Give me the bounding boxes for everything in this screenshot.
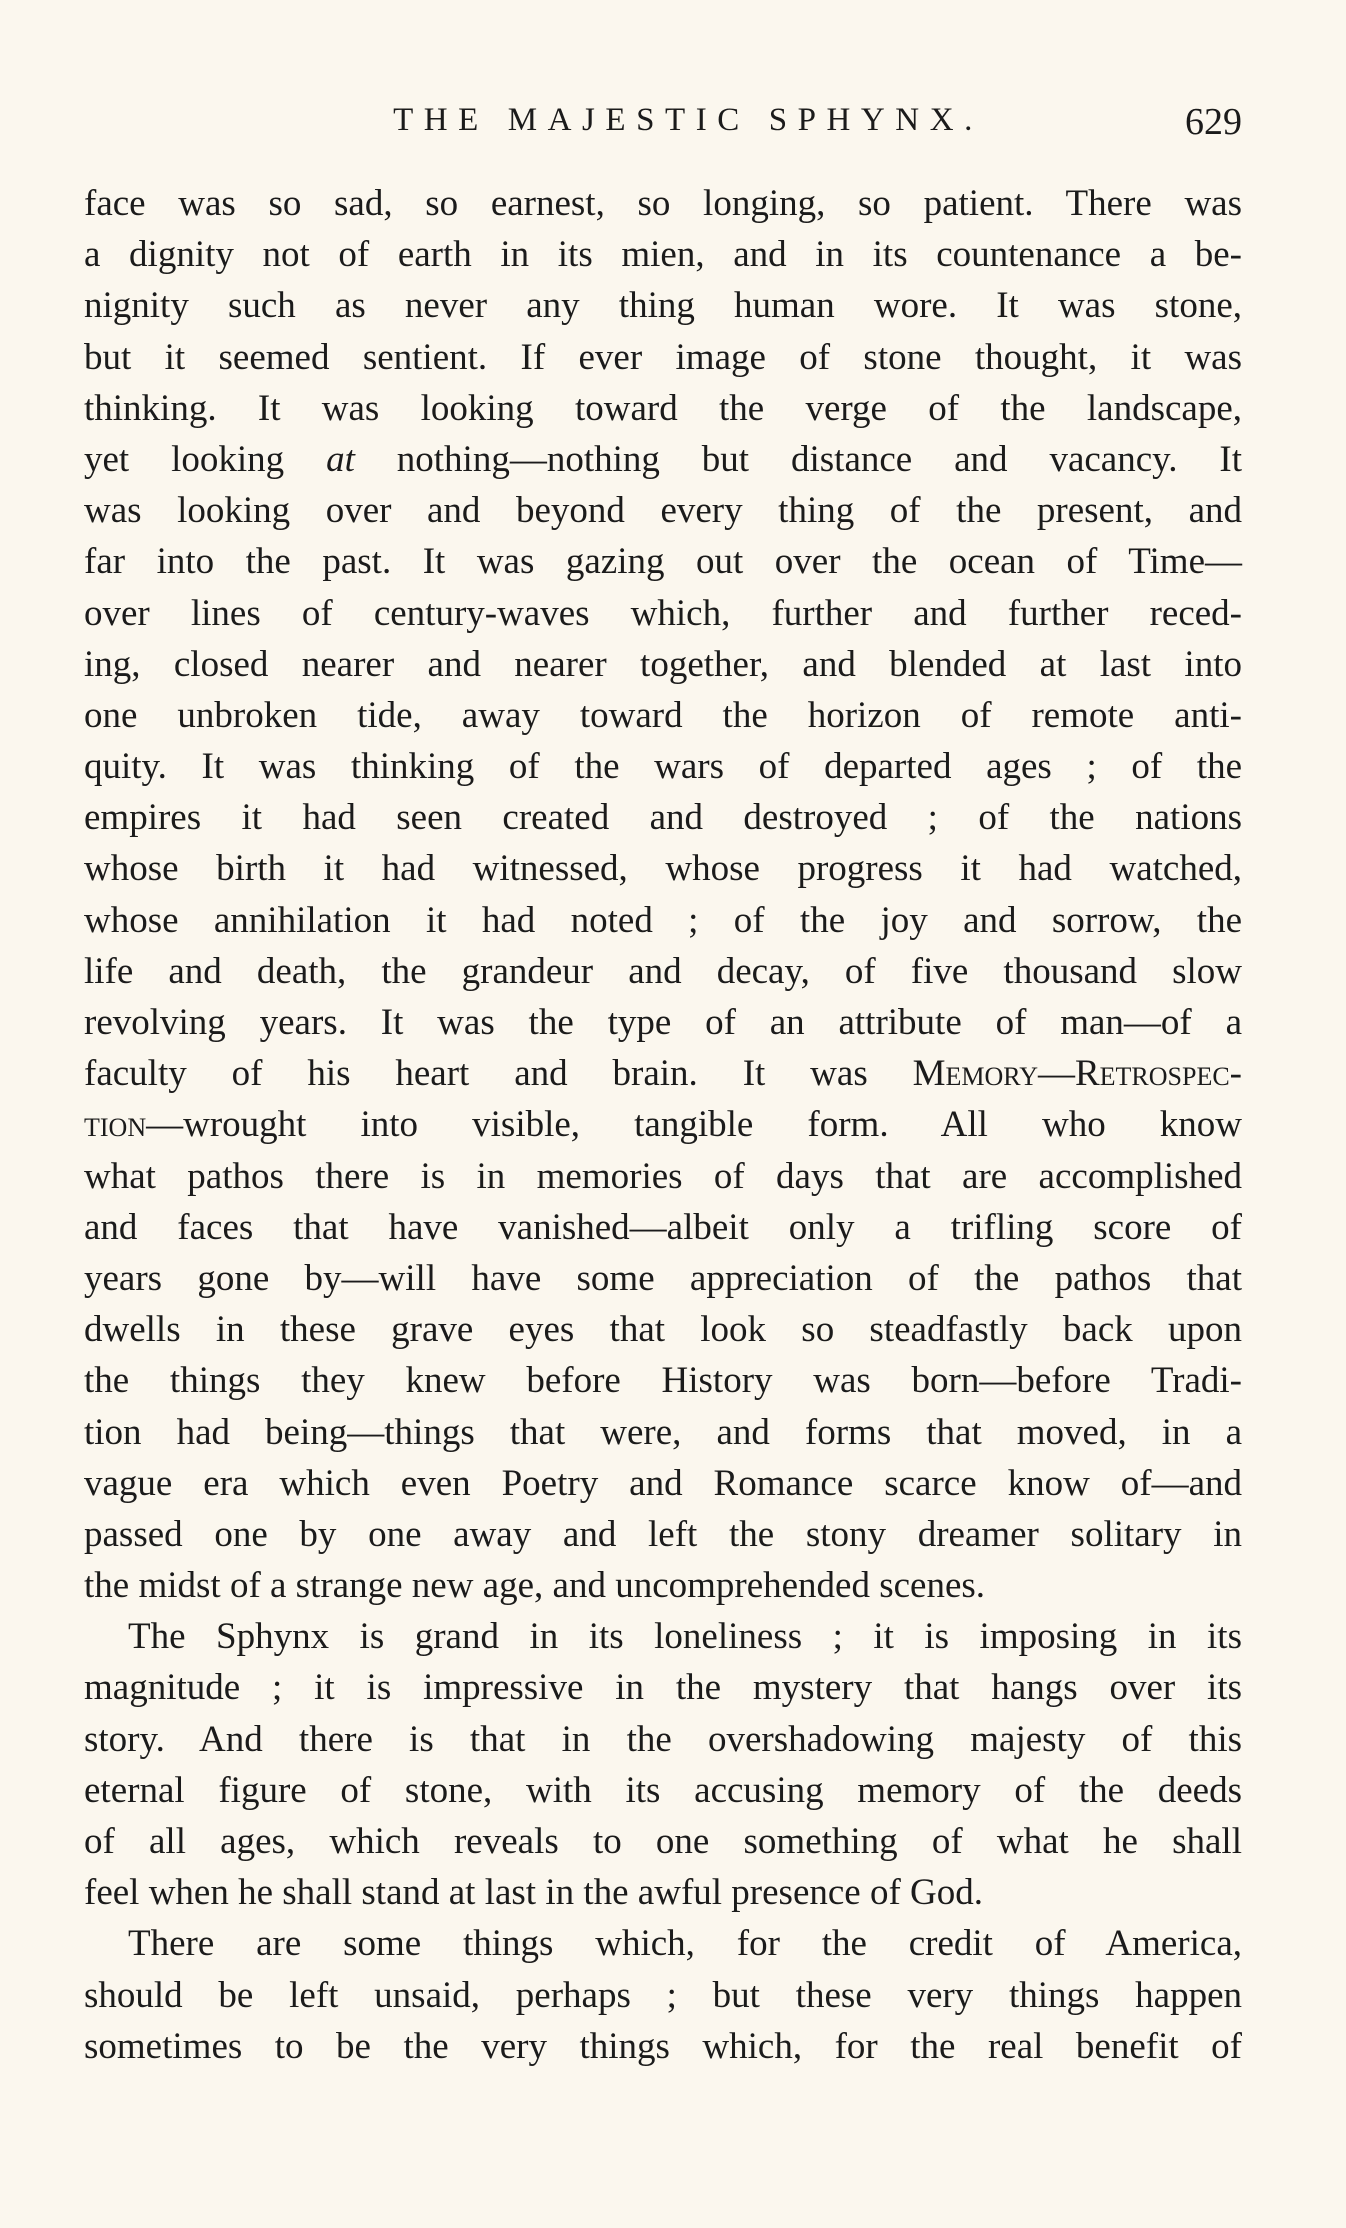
text-line: vague era which even Poetry and Romance scarce know of—and (84, 1462, 1242, 1504)
text-line: nignity such as never any thing human wore. It was stone, (84, 285, 1242, 327)
text-line: sometimes to be the very things which, for the real benefit of (84, 2025, 1242, 2067)
text-line: whose birth it had witnessed, whose progress it had watched, (84, 848, 1242, 890)
small-caps-text: tion (84, 1104, 147, 1146)
text-line: The Sphynx is grand in its loneliness ; it is imposing in its (128, 1616, 1242, 1658)
text-line: was looking over and beyond every thing of the present, and (84, 490, 1242, 532)
text-line: years gone by—will have some appreciation of the pathos that (84, 1257, 1242, 1299)
text-line: quity. It was thinking of the wars of departed ages ; of the (84, 746, 1242, 788)
text-line: far into the past. It was gazing out over the ocean of Time— (84, 541, 1242, 583)
text-line: dwells in these grave eyes that look so steadfastly back upon (84, 1309, 1242, 1351)
small-caps-text: Memory (912, 1053, 1038, 1095)
text-line: passed one by one away and left the stony dreamer solitary in (84, 1513, 1242, 1555)
text-line: the midst of a strange new age, and uncomprehended scenes. (84, 1565, 986, 1607)
running-head (84, 96, 1242, 156)
text-line: story. And there is that in the overshadowing majesty of this (84, 1718, 1242, 1760)
text-line: whose annihilation it had noted ; of the joy and sorrow, the (84, 899, 1242, 941)
text-line: over lines of century-waves which, further and further reced- (84, 592, 1242, 634)
text-line: but it seemed sentient. If ever image of stone thought, it was (84, 336, 1242, 378)
text-line: faculty of his heart and brain. It was Memory—Retrospec- (84, 1053, 1242, 1095)
text-line: thinking. It was looking toward the verge of the landscape, (84, 387, 1242, 429)
text-line: a dignity not of earth in its mien, and in its countenance a be- (84, 234, 1242, 276)
text-line: There are some things which, for the credit of America, (128, 1923, 1242, 1965)
text-line: yet looking at nothing—nothing but distance and vacancy. It (84, 438, 1242, 480)
emphasis-text: at (326, 438, 355, 480)
text-line: tion had being—things that were, and forms that moved, in a (84, 1411, 1242, 1453)
text-line: face was so sad, so earnest, so longing, so patient. There was (84, 183, 1242, 224)
text-line: empires it had seen created and destroyed ; of the nations (84, 797, 1242, 839)
text-line: of all ages, which reveals to one something of what he shall (84, 1821, 1242, 1862)
text-line: magnitude ; it is impressive in the mystery that hangs over its (84, 1667, 1242, 1709)
body-text (84, 178, 1242, 2072)
text-line: what pathos there is in memories of days that are accomplished (84, 1155, 1242, 1197)
text-line: ing, closed nearer and nearer together, and blended at last into (84, 643, 1242, 685)
text-line: feel when he shall stand at last in the awful presence of God. (84, 1872, 984, 1914)
small-caps-text: Retrospec- (1074, 1053, 1242, 1095)
text-line: revolving years. It was the type of an attribute of man—of a (84, 1002, 1242, 1043)
text-line: eternal figure of stone, with its accusing memory of the deeds (84, 1769, 1242, 1811)
text-line: tion—wrought into visible, tangible form. All who know (84, 1104, 1242, 1146)
page-number: 629 (1185, 101, 1242, 143)
text-line: the things they knew before History was born—before Tradi- (84, 1360, 1242, 1402)
running-title: THE MAJESTIC SPHYNX. (393, 102, 983, 138)
text-line: one unbroken tide, away toward the horizon of remote anti- (84, 694, 1242, 736)
text-line: and faces that have vanished—albeit only a trifling score of (84, 1206, 1242, 1248)
book-page (84, 96, 1242, 2072)
text-line: should be left unsaid, perhaps ; but these very things happen (84, 1974, 1242, 2016)
text-line: life and death, the grandeur and decay, of five thousand slow (84, 950, 1242, 992)
